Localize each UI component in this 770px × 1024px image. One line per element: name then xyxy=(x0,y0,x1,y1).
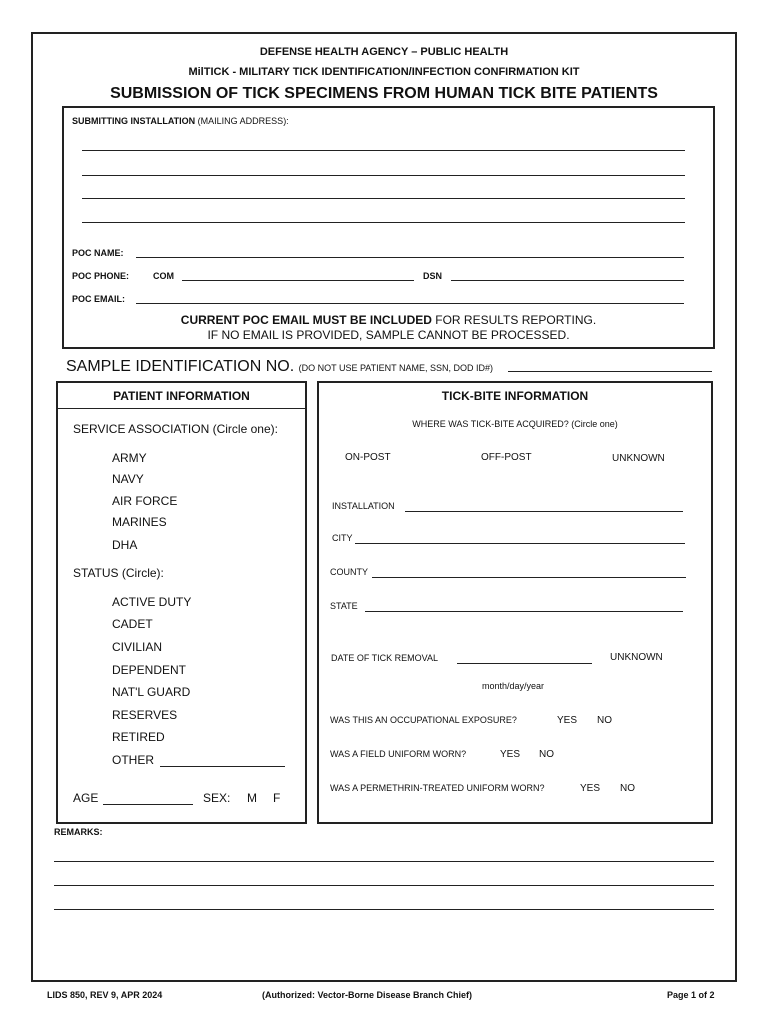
status-other[interactable]: OTHER xyxy=(112,753,154,767)
service-dha[interactable]: DHA xyxy=(112,538,138,552)
authorized-note: (Authorized: Vector-Borne Disease Branch Chief) xyxy=(262,990,473,1000)
page-number: Page 1 of 2 xyxy=(667,990,715,1000)
page-title: SUBMISSION OF TICK SPECIMENS FROM HUMAN TICK BITE PATIENTS xyxy=(110,85,658,102)
poc-email-field[interactable] xyxy=(136,303,684,304)
form-id: LIDS 850, REV 9, APR 2024 xyxy=(47,990,163,1000)
status-other-field[interactable] xyxy=(160,766,285,767)
service-air-force[interactable]: AIR FORCE xyxy=(112,494,178,508)
tick-bite-heading: TICK-BITE INFORMATION xyxy=(441,389,589,403)
remarks-line-3[interactable] xyxy=(54,909,714,910)
service-army[interactable]: ARMY xyxy=(112,451,147,465)
address-line-3[interactable] xyxy=(82,198,685,199)
city-label: CITY xyxy=(332,533,353,543)
agency-heading: DEFENSE HEALTH AGENCY – PUBLIC HEALTH xyxy=(259,46,509,58)
date-removal-unknown[interactable]: UNKNOWN xyxy=(610,652,663,663)
field-uniform-yes[interactable]: YES xyxy=(500,749,521,760)
sample-id-field[interactable] xyxy=(508,371,712,372)
installation-field-label: INSTALLATION xyxy=(332,501,395,511)
location-unknown[interactable]: UNKNOWN xyxy=(612,453,665,464)
location-on-post[interactable]: ON-POST xyxy=(345,452,391,463)
poc-name-field[interactable] xyxy=(136,257,684,258)
location-off-post[interactable]: OFF-POST xyxy=(481,452,532,463)
service-navy[interactable]: NAVY xyxy=(112,472,144,486)
status-active-duty[interactable]: ACTIVE DUTY xyxy=(112,595,192,609)
com-phone-field[interactable] xyxy=(182,280,414,281)
dsn-label: DSN xyxy=(423,271,443,281)
sex-female[interactable]: F xyxy=(273,791,281,805)
city-field[interactable] xyxy=(355,543,685,544)
age-field[interactable] xyxy=(103,804,193,805)
state-label: STATE xyxy=(330,601,358,611)
sex-male[interactable]: M xyxy=(247,791,257,805)
age-label: AGE xyxy=(73,791,99,805)
poc-phone-label: POC PHONE: xyxy=(72,271,130,281)
address-line-4[interactable] xyxy=(82,222,685,223)
occupational-yes[interactable]: YES xyxy=(557,715,578,726)
patient-info-heading: PATIENT INFORMATION xyxy=(113,389,250,403)
remarks-label: REMARKS: xyxy=(54,827,103,837)
where-acquired-label: WHERE WAS TICK-BITE ACQUIRED? (Circle one) xyxy=(412,419,618,429)
date-removal-field[interactable] xyxy=(457,663,592,664)
remarks-line-1[interactable] xyxy=(54,861,714,862)
status-natl-guard[interactable]: NAT'L GUARD xyxy=(112,685,191,699)
service-association-label: SERVICE ASSOCIATION (Circle one): xyxy=(73,422,278,436)
county-label: COUNTY xyxy=(330,567,368,577)
occupational-no[interactable]: NO xyxy=(597,715,612,726)
com-label: COM xyxy=(153,271,174,281)
poc-name-label: POC NAME: xyxy=(72,248,124,258)
email-notice-2: IF NO EMAIL IS PROVIDED, SAMPLE CANNOT BE PROCESSED. xyxy=(207,328,570,342)
status-dependent[interactable]: DEPENDENT xyxy=(112,663,187,677)
kit-heading: MilTICK - MILITARY TICK IDENTIFICATION/INFECTION CONFIRMATION KIT xyxy=(188,66,580,78)
status-reserves[interactable]: RESERVES xyxy=(112,708,178,722)
address-line-2[interactable] xyxy=(82,175,685,176)
permethrin-no[interactable]: NO xyxy=(620,783,635,794)
occupational-question: WAS THIS AN OCCUPATIONAL EXPOSURE? xyxy=(330,715,517,725)
email-notice: CURRENT POC EMAIL MUST BE INCLUDED FOR RESULTS REPORTING. xyxy=(180,313,597,327)
date-format-hint: month/day/year xyxy=(482,681,545,691)
patient-heading-divider xyxy=(56,408,307,409)
sample-id-label: SAMPLE IDENTIFICATION NO. (DO NOT USE PATIENT NAME, SSN, DOD ID#) xyxy=(66,358,493,375)
dsn-phone-field[interactable] xyxy=(451,280,684,281)
installation-label: SUBMITTING INSTALLATION (MAILING ADDRESS): xyxy=(72,116,289,126)
sex-label: SEX: xyxy=(203,791,231,805)
status-cadet[interactable]: CADET xyxy=(112,617,153,631)
address-line-1[interactable] xyxy=(82,150,685,151)
service-marines[interactable]: MARINES xyxy=(112,515,167,529)
permethrin-yes[interactable]: YES xyxy=(580,783,601,794)
county-field[interactable] xyxy=(372,577,686,578)
poc-email-label: POC EMAIL: xyxy=(72,294,125,304)
permethrin-question: WAS A PERMETHRIN-TREATED UNIFORM WORN? xyxy=(330,783,545,793)
state-field[interactable] xyxy=(365,611,683,612)
status-label: STATUS (Circle): xyxy=(73,566,164,580)
status-civilian[interactable]: CIVILIAN xyxy=(112,640,163,654)
status-retired[interactable]: RETIRED xyxy=(112,730,165,744)
remarks-line-2[interactable] xyxy=(54,885,714,886)
date-removal-label: DATE OF TICK REMOVAL xyxy=(331,653,439,663)
installation-field[interactable] xyxy=(405,511,683,512)
field-uniform-question: WAS A FIELD UNIFORM WORN? xyxy=(330,749,467,759)
field-uniform-no[interactable]: NO xyxy=(539,749,554,760)
